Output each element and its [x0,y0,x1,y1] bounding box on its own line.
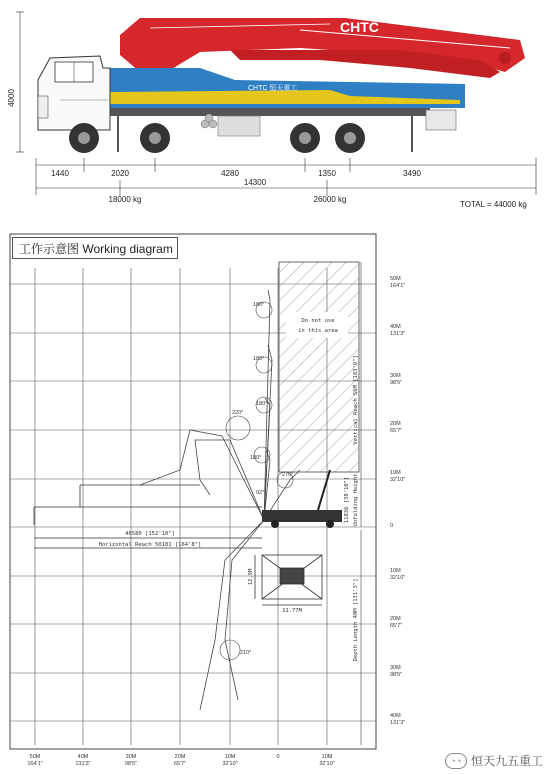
outrigger-plan [255,555,322,605]
truck-cab [38,56,110,130]
right-scale [390,276,405,726]
angle-8: 210° [240,650,252,656]
no-use-line2: in this area [298,328,338,334]
bottom-scale-4: 10M [224,754,236,760]
watermark-text: 恒天九五重工 [470,754,543,768]
bottom-scale [27,754,334,767]
right-scale-9-ft: 131'3" [390,720,406,726]
right-scale-4-ft: 32'10" [390,477,406,483]
right-scale-0: 50M [390,276,401,282]
bottom-scale-3: 20M [174,754,186,760]
wheels [69,123,365,153]
angle-4: 220° [232,410,244,416]
bottom-scale-4-ft: 32'10" [222,761,238,767]
watermark [445,752,543,769]
segment-1: 1440 [51,169,69,178]
bottom-scale-6: 10M [321,754,333,760]
wechat-icon: ◔◔ [445,753,467,769]
right-scale-6: 10M [390,568,401,574]
right-scale-2: 30M [390,373,401,379]
right-scale-1-ft: 131'3" [390,331,406,337]
segment-3: 4280 [221,169,239,178]
angle-6: 270° [282,472,294,478]
right-scale-8: 30M [390,665,401,671]
angle-2: 180° [253,356,265,362]
bottom-scale-0-ft: 164'1" [27,761,43,767]
total-weight: TOTAL = 44000 kg [460,200,527,209]
right-scale-9: 40M [390,713,401,719]
right-scale-3-ft: 65'7" [390,428,403,434]
outrigger-width: 11.77M [282,608,302,614]
height-label: 4000 [7,89,16,107]
no-use-line1: Do not use [301,318,335,324]
bottom-scale-2: 30M [125,754,137,760]
segment-2: 2020 [111,169,129,178]
right-scale-7: 20M [390,616,401,622]
right-scale-2-ft: 98'5" [390,380,403,386]
bottom-scale-3-ft: 65'7" [173,761,187,767]
right-scale-5: 0 [390,523,394,529]
segment-5: 3490 [403,169,421,178]
inner-reach-label: 46580 [152'10"] [125,531,175,537]
body-logo: CHTC 恒天重工 [248,85,298,92]
total-length: 14300 [243,178,267,187]
bottom-scale-6-ft: 32'10" [319,761,335,767]
no-use-area [279,262,359,472]
rear-axle-load: 26000 kg [313,195,347,204]
unfolding-height-value: 11836 [38'10"] [344,476,350,524]
right-scale-0-ft: 164'1" [390,283,406,289]
bottom-scale-1-ft: 131'3" [75,761,91,767]
right-scale-8-ft: 98'5" [390,672,403,678]
boom-positions [140,290,300,710]
depth-length-label: Depth Length 40M [131'3"] [353,578,359,662]
working-diagram-title: 工作示意图 Working diagram [12,237,178,259]
segment-4: 1350 [318,169,336,178]
reach-lines [34,485,265,548]
bottom-scale-5: 0 [276,754,280,760]
angle-7: 92° [256,490,265,496]
bottom-scale-1: 40M [77,754,89,760]
outrigger-height: 12.9M [248,568,254,586]
angle-1: 180° [253,302,265,308]
boom-brand: CHTC [340,19,379,35]
unfolding-height-label: Unfolding Height [353,473,359,527]
vertical-reach-label: Vertical Reach 56M [183'9"] [353,355,359,445]
horizontal-reach-label: Horizontal Reach 50181 [164'8"] [98,542,202,548]
height-dimension [16,12,24,152]
bottom-scale-2-ft: 98'5" [124,761,138,767]
bottom-scale-0: 50M [29,754,41,760]
right-scale-6-ft: 32'10" [390,575,406,581]
right-scale-3: 20M [390,421,401,427]
front-axle-load: 18000 kg [108,195,142,204]
angle-5: 180° [250,455,262,461]
angle-3: 180° [256,401,268,407]
right-scale-4: 10M [390,470,401,476]
right-scale-7-ft: 65'7" [390,623,403,629]
right-scale-1: 40M [390,324,401,330]
